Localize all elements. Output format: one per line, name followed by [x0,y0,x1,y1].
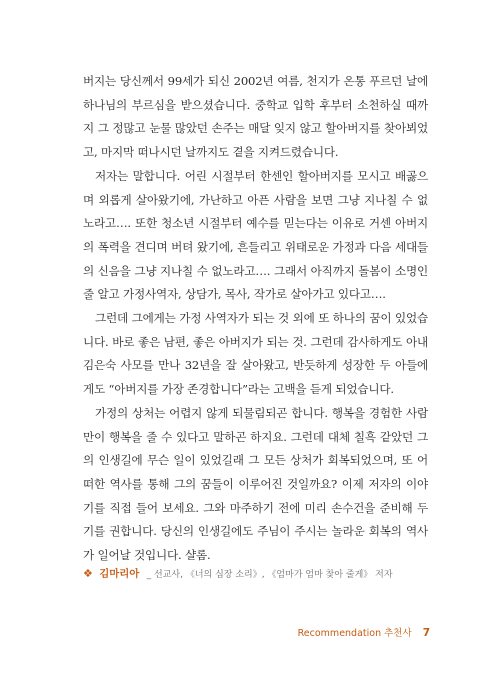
paragraph-3: 그런데 그에게는 가정 사역자가 되는 것 외에 또 하나의 꿈이 있었습니다. 바로 좋은 남편, 좋은 아버지가 되는 것. 그런데 감사하게도 아내 김은숙 사모를 만나 32년을 잘 살아왔고, 반듯하게 성장한 두 아들에게도 “아버지를 가장 존경합니다”라는 고백을 듣게 되었습니다. [83,311,428,397]
diamond-bullet-icon: ❖ [83,567,93,580]
paragraph-2: 저자는 말합니다. 어린 시절부터 한센인 할아버지를 모시고 배곯으며 외롭게 살아왔기에, 가난하고 아픈 사람을 보면 그냥 지나칠 수 없노라고…. 또한 청소년 시절부터 예수를 믿는다는 이유로 거센 아버지의 폭력을 견디며 버텨 왔기에, 흔들리고 위태로운 가정과 다음 세대들의 신음을 그냥 지나칠 수 없노라고…. 그래서 아직까지 돌봄이 소명인 줄 알고 가정사역자, 상담가, 목사, 작가로 살아가고 있다고…. [83,168,428,302]
paragraph-1: 버지는 당신께서 99세가 되신 2002년 여름, 천지가 온통 푸르던 날에 하나님의 부르심을 받으셨습니다. 중학교 입학 후부터 소천하실 때까지 그 정많고 눈물 많았던 손주는 매달 잊지 않고 할아버지를 찾아뵈었고, 마지막 떠나시던 날까지도 곁을 지켜드렸습니다. [83,74,428,160]
page-footer [298,625,430,639]
body-text [83,70,428,568]
credit-name: 김마리아 [99,568,140,580]
paragraph-4: 가정의 상처는 어렵지 않게 되물림되곤 합니다. 행복을 경험한 사람만이 행복을 줄 수 있다고 말하곤 하지요. 그런데 대체 칠흑 같았던 그의 인생길에 무슨 일이 있었길래 그 모든 상처가 회복되었으며, 또 어떠한 역사를 통해 그의 꿈들이 이루어진 것일까요? 이제 저자의 이야기를 직접 들어 보세요. 그와 마주하기 전에 미리 손수건을 준비해 두기를 권합니다. 당신의 인생길에도 주님이 주시는 놀라운 회복의 역사가 일어날 것입니다. 샬롬. [83,405,428,563]
author-credit [83,565,443,580]
page-number: 7 [422,627,430,639]
section-label: Recommendation 추천사 [297,628,412,639]
credit-description: _ 선교사, 《너의 심장 소리》, 《엄마가 엄마 찾아 줄게》 저자 [146,570,393,580]
